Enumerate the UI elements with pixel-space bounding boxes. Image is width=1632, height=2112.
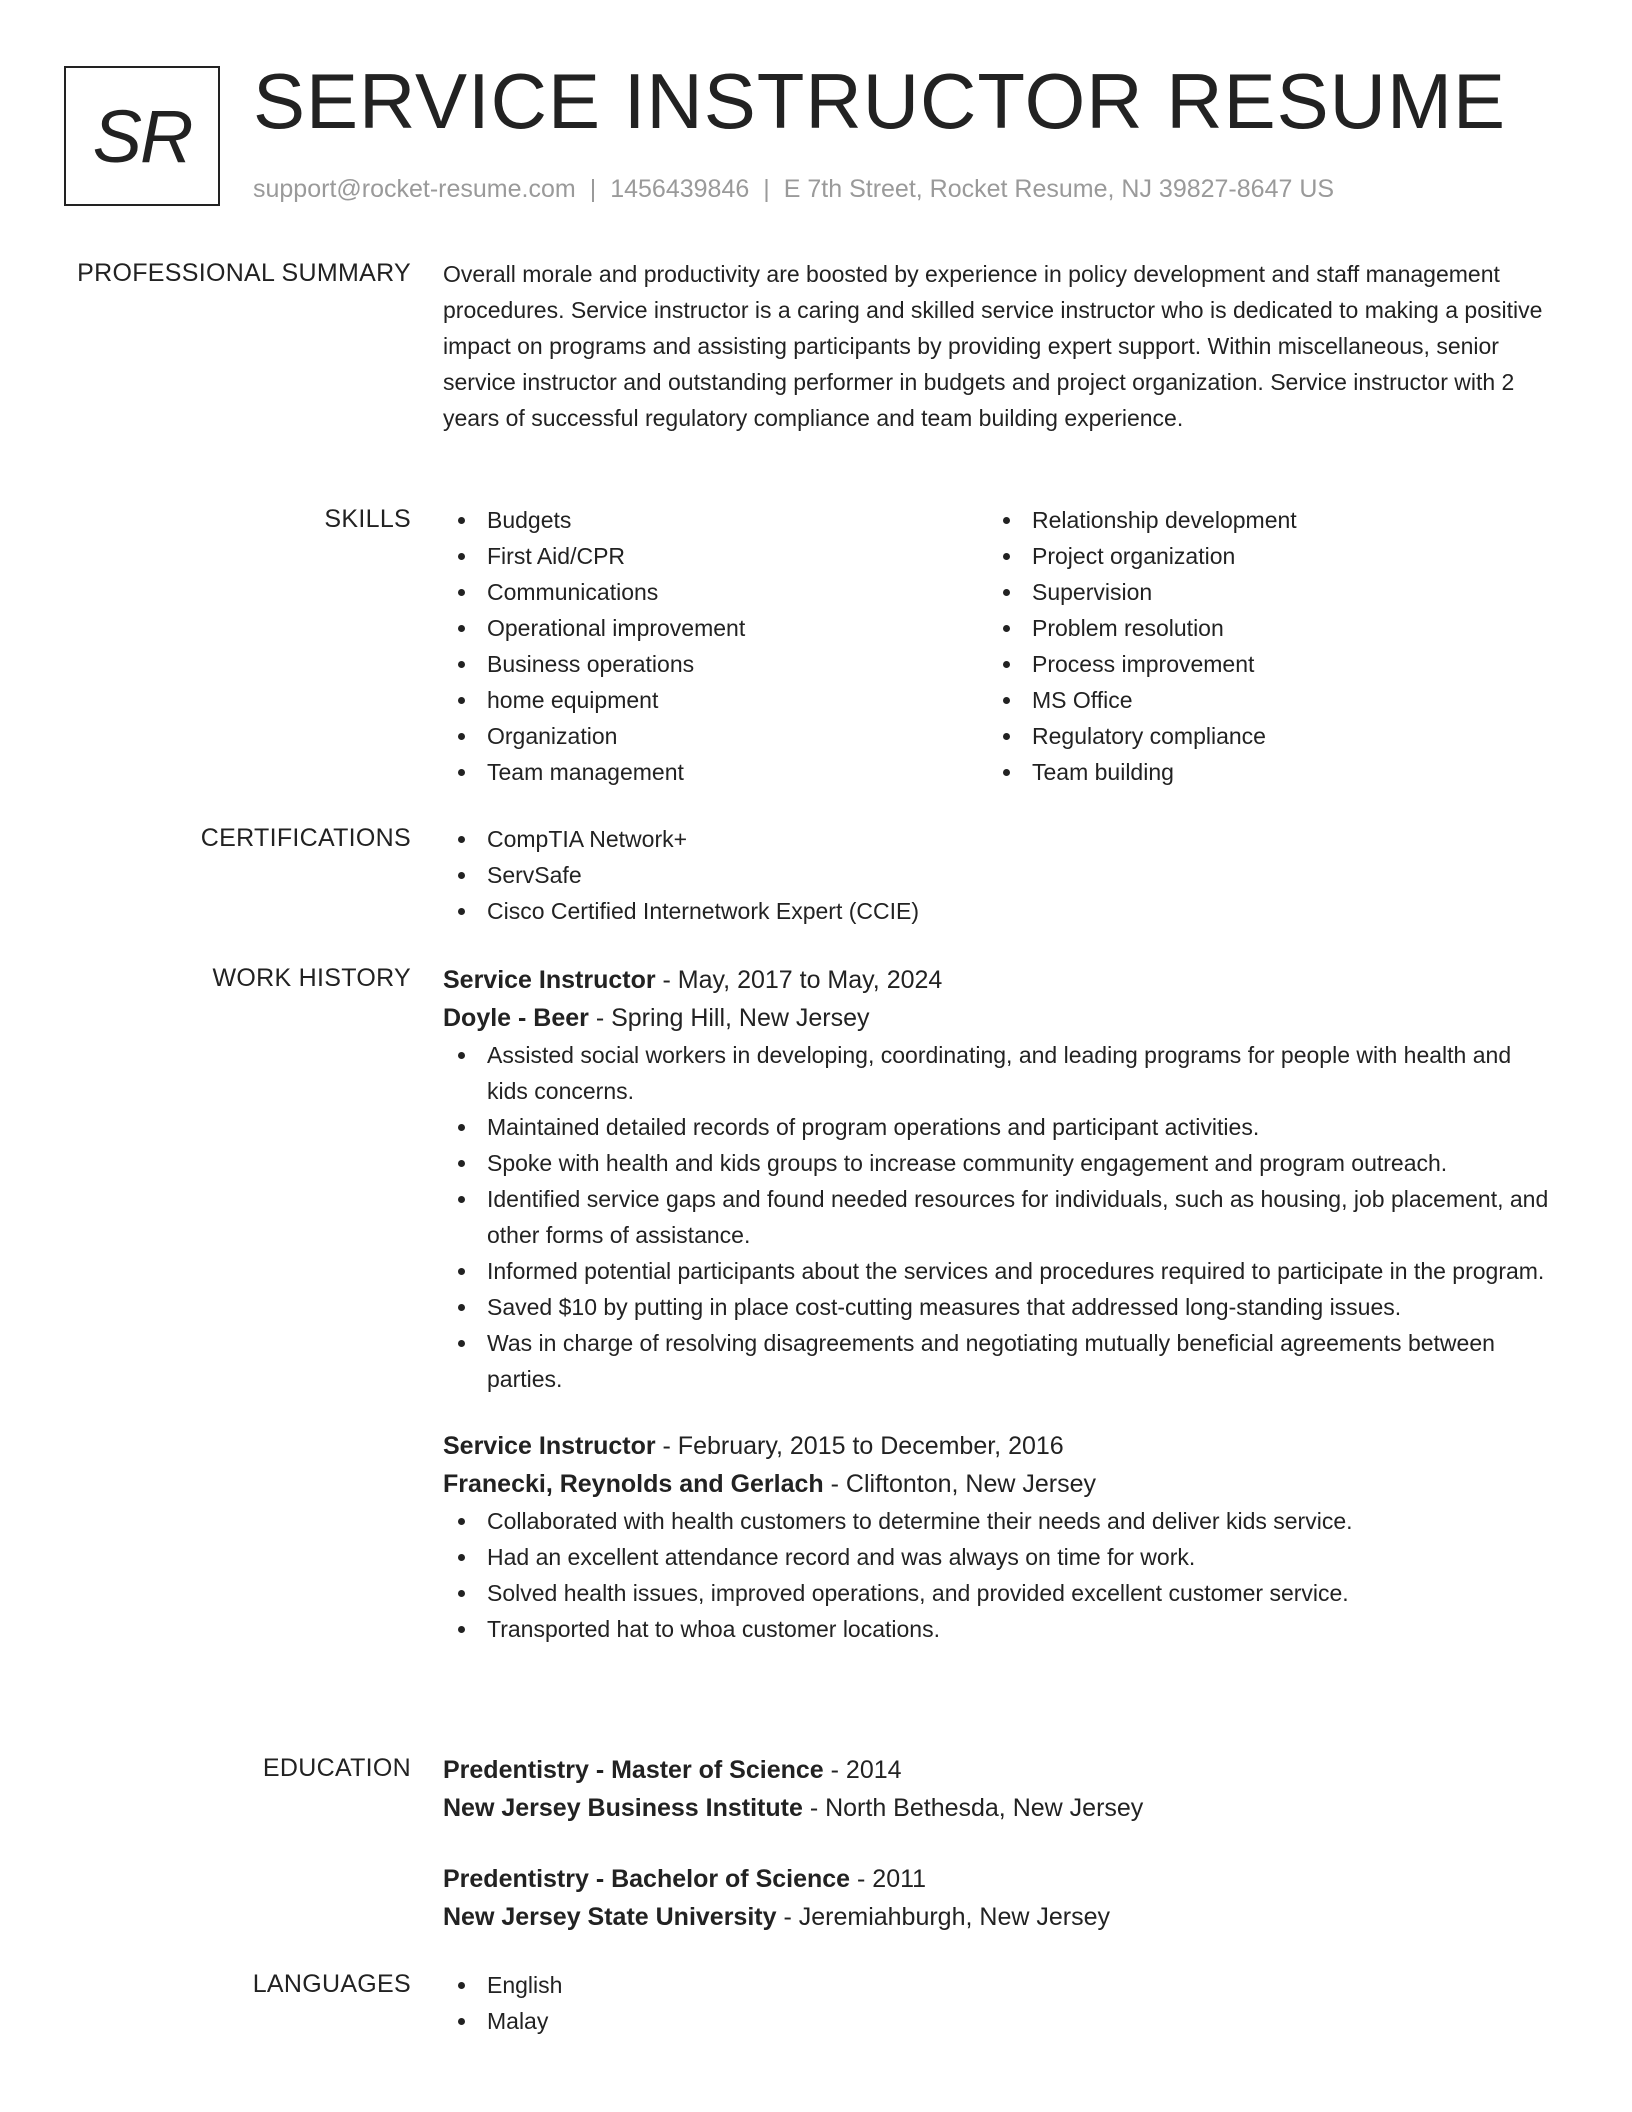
education-school: New Jersey Business Institute xyxy=(443,1794,803,1822)
skill-item: Budgets xyxy=(443,502,988,538)
job-title-line xyxy=(443,1427,1558,1465)
job-bullet: Had an excellent attendance record and was always on time for work. xyxy=(443,1539,1558,1575)
skills-body xyxy=(443,502,1558,790)
education-year: - 2014 xyxy=(823,1756,902,1784)
education-location: - North Bethesda, New Jersey xyxy=(802,1794,1144,1822)
education-entry xyxy=(443,1860,1558,1936)
skill-item: First Aid/CPR xyxy=(443,538,988,574)
education-entry xyxy=(443,1751,1558,1827)
education-school: New Jersey State University xyxy=(443,1903,777,1931)
education-school-line xyxy=(443,1898,1558,1936)
education-body xyxy=(443,1751,1558,1936)
job-bullet: Identified service gaps and found needed resources for individuals, such as housing, job placement, and other forms of assistance. xyxy=(443,1181,1558,1253)
job-bullet: Saved $10 by putting in place cost-cutting measures that addressed long-standing issues. xyxy=(443,1289,1558,1325)
job-bullet: Informed potential participants about the services and procedures required to participate in the program. xyxy=(443,1253,1558,1289)
skill-item: Operational improvement xyxy=(443,610,988,646)
education-location: - Jeremiahburgh, New Jersey xyxy=(776,1903,1110,1931)
job-company: Franecki, Reynolds and Gerlach xyxy=(443,1470,824,1498)
certification-item: ServSafe xyxy=(443,857,1558,893)
job-entry xyxy=(443,961,1558,1397)
skill-item: Problem resolution xyxy=(988,610,1533,646)
job-bullet: Maintained detailed records of program operations and participant activities. xyxy=(443,1109,1558,1145)
education-degree-line xyxy=(443,1860,1558,1898)
education-school-line xyxy=(443,1789,1558,1827)
job-bullet: Transported hat to whoa customer locations. xyxy=(443,1611,1558,1647)
skill-item: Business operations xyxy=(443,646,988,682)
section-label-summary: PROFESSIONAL SUMMARY xyxy=(77,259,411,287)
skill-item: Supervision xyxy=(988,574,1533,610)
skills-list-left xyxy=(443,502,988,790)
job-title: Service Instructor xyxy=(443,966,656,994)
section-label-work-history: WORK HISTORY xyxy=(212,964,411,992)
section-label-languages: LANGUAGES xyxy=(252,1970,411,1998)
job-company-line xyxy=(443,999,1558,1037)
contact-email[interactable]: support@rocket-resume.com xyxy=(253,175,576,203)
monogram-logo: SR xyxy=(64,66,220,206)
education-degree-line xyxy=(443,1751,1558,1789)
resume-title: SERVICE INSTRUCTOR RESUME xyxy=(253,57,1506,145)
job-location: - Spring Hill, New Jersey xyxy=(588,1004,870,1032)
job-bullets xyxy=(443,1503,1558,1647)
job-bullet: Spoke with health and kids groups to increase community engagement and program outreach. xyxy=(443,1145,1558,1181)
contact-phone[interactable]: 1456439846 xyxy=(610,175,750,203)
contact-separator: | xyxy=(763,175,770,203)
section-label-certifications: CERTIFICATIONS xyxy=(200,824,411,852)
education-degree: Predentistry - Bachelor of Science xyxy=(443,1865,851,1893)
job-dates: - February, 2015 to December, 2016 xyxy=(655,1432,1064,1460)
job-bullet: Was in charge of resolving disagreements and negotiating mutually beneficial agreements between parties. xyxy=(443,1325,1558,1397)
job-bullets xyxy=(443,1037,1558,1397)
certification-item: CompTIA Network+ xyxy=(443,821,1558,857)
education-degree: Predentistry - Master of Science xyxy=(443,1756,824,1784)
job-dates: - May, 2017 to May, 2024 xyxy=(655,966,943,994)
contact-line xyxy=(253,172,1334,206)
languages-body xyxy=(443,1967,1558,2039)
certification-item: Cisco Certified Internetwork Expert (CCIE) xyxy=(443,893,1558,929)
contact-address: E 7th Street, Rocket Resume, NJ 39827-8647 US xyxy=(783,175,1335,203)
skill-item: home equipment xyxy=(443,682,988,718)
skill-item: Team management xyxy=(443,754,988,790)
job-bullet: Assisted social workers in developing, coordinating, and leading programs for people with health and kids concerns. xyxy=(443,1037,1558,1109)
skill-item: Project organization xyxy=(988,538,1533,574)
job-location: - Cliftonton, New Jersey xyxy=(823,1470,1097,1498)
skill-item: Communications xyxy=(443,574,988,610)
job-title: Service Instructor xyxy=(443,1432,656,1460)
job-title-line xyxy=(443,961,1558,999)
work-history-body xyxy=(443,961,1558,1647)
languages-list xyxy=(443,1967,1558,2039)
summary-body xyxy=(443,256,1558,436)
job-company: Doyle - Beer xyxy=(443,1004,589,1032)
education-year: - 2011 xyxy=(850,1865,927,1893)
language-item: English xyxy=(443,1967,1558,2003)
contact-separator: | xyxy=(589,175,597,203)
skill-item: MS Office xyxy=(988,682,1533,718)
section-label-education: EDUCATION xyxy=(262,1754,411,1782)
summary-text: Overall morale and productivity are boosted by experience in policy development and staff management procedures. Service instructor is a caring and skilled service instructor who is dedicated to making a positive impact on programs and assisting participants by providing expert support. Within miscellaneous, senior service instructor and outstanding performer in budgets and project organization. Service instructor with 2 years of successful regulatory compliance and team building experience. xyxy=(443,261,1543,431)
job-entry xyxy=(443,1427,1558,1647)
skill-item: Regulatory compliance xyxy=(988,718,1533,754)
certifications-body xyxy=(443,821,1558,929)
language-item: Malay xyxy=(443,2003,1558,2039)
job-bullet: Solved health issues, improved operations, and provided excellent customer service. xyxy=(443,1575,1558,1611)
job-bullet: Collaborated with health customers to determine their needs and deliver kids service. xyxy=(443,1503,1558,1539)
skill-item: Team building xyxy=(988,754,1533,790)
skill-item: Relationship development xyxy=(988,502,1533,538)
section-label-skills: SKILLS xyxy=(324,505,411,533)
certifications-list xyxy=(443,821,1558,929)
job-company-line xyxy=(443,1465,1558,1503)
skill-item: Process improvement xyxy=(988,646,1533,682)
skills-list-right xyxy=(988,502,1533,790)
skill-item: Organization xyxy=(443,718,988,754)
